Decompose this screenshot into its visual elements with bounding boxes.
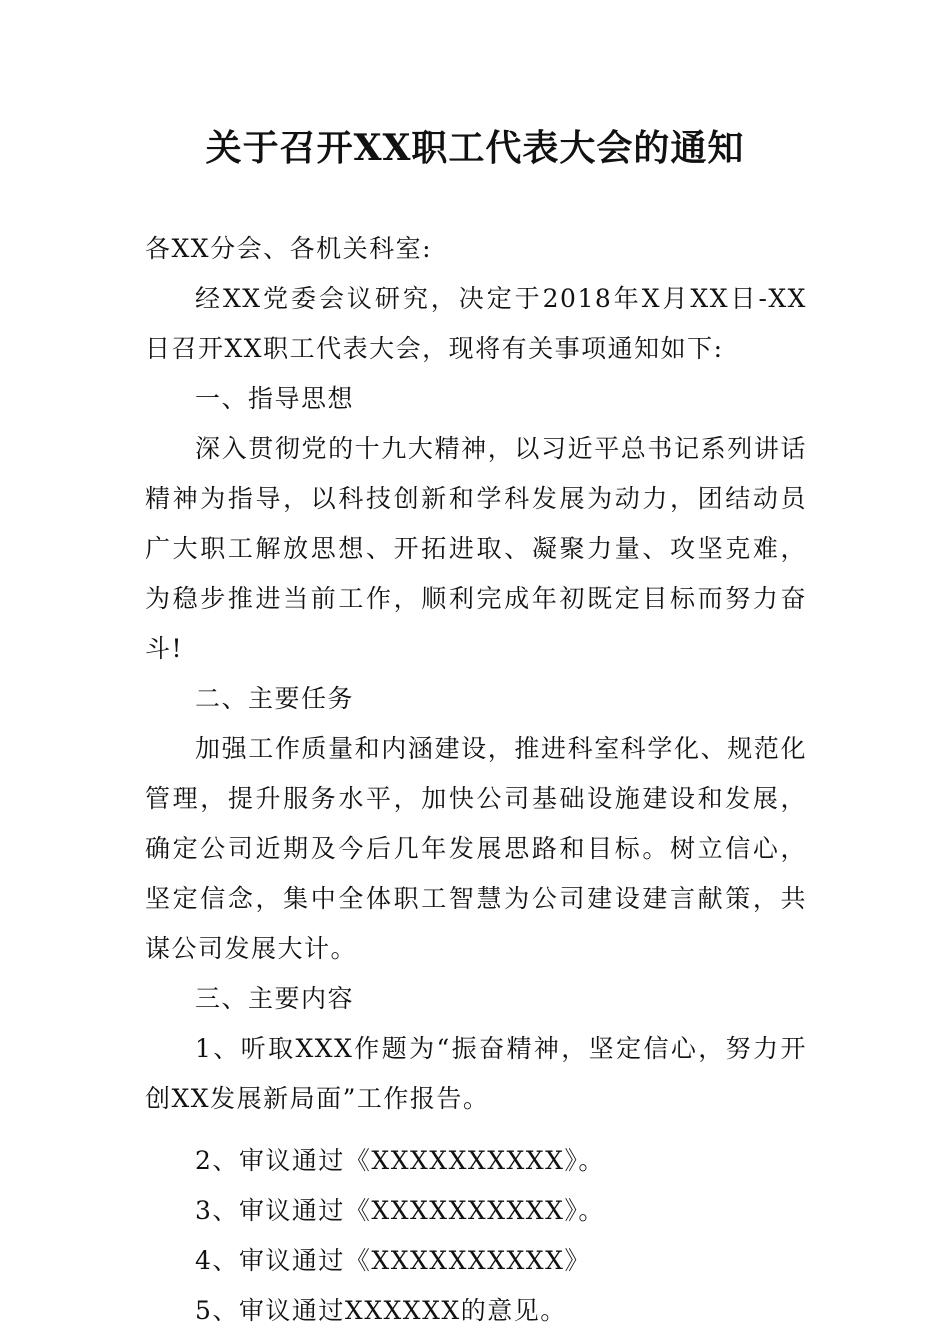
intro-paragraph: 经XX党委会议研究，决定于2018年X月XX日-XX日召开XX职工代表大会，现将有关事项通知如下: <box>145 284 807 363</box>
list-item: 1、听取XXX作题为“振奋精神，坚定信心，努力开创XX发展新局面”工作报告。 <box>145 1034 807 1113</box>
list-item: 3、审议通过《XXXXXXXXXX》。 <box>195 1196 605 1225</box>
document-title: 关于召开XX职工代表大会的通知 <box>205 127 745 169</box>
list-item: 5、审议通过XXXXXX的意见。 <box>195 1296 567 1325</box>
list-item: 2、审议通过《XXXXXXXXXX》。 <box>195 1146 605 1175</box>
section-body-main-tasks: 加强工作质量和内涵建设，推进科室科学化、规范化管理，提升服务水平，加快公司基础设施建设和发展，确定公司近期及今后几年发展思路和目标。树立信心，坚定信念，集中全体职工智慧为公司建设建言献策，共谋公司发展大计。 <box>145 734 807 963</box>
section-heading-main-contents: 三、主要内容 <box>195 984 355 1013</box>
section-heading-main-tasks: 二、主要任务 <box>195 684 355 713</box>
document-body <box>145 224 807 1336</box>
salutation: 各XX分会、各机关科室: <box>145 234 433 263</box>
section-heading-guiding-ideology: 一、指导思想 <box>195 384 355 413</box>
section-body-guiding-ideology: 深入贯彻党的十九大精神，以习近平总书记系列讲话精神为指导，以科技创新和学科发展为动力，团结动员广大职工解放思想、开拓进取、凝聚力量、攻坚克难，为稳步推进当前工作，顺利完成年初既定目标而努力奋斗! <box>145 434 807 663</box>
list-item: 4、审议通过《XXXXXXXXXX》 <box>195 1246 591 1275</box>
